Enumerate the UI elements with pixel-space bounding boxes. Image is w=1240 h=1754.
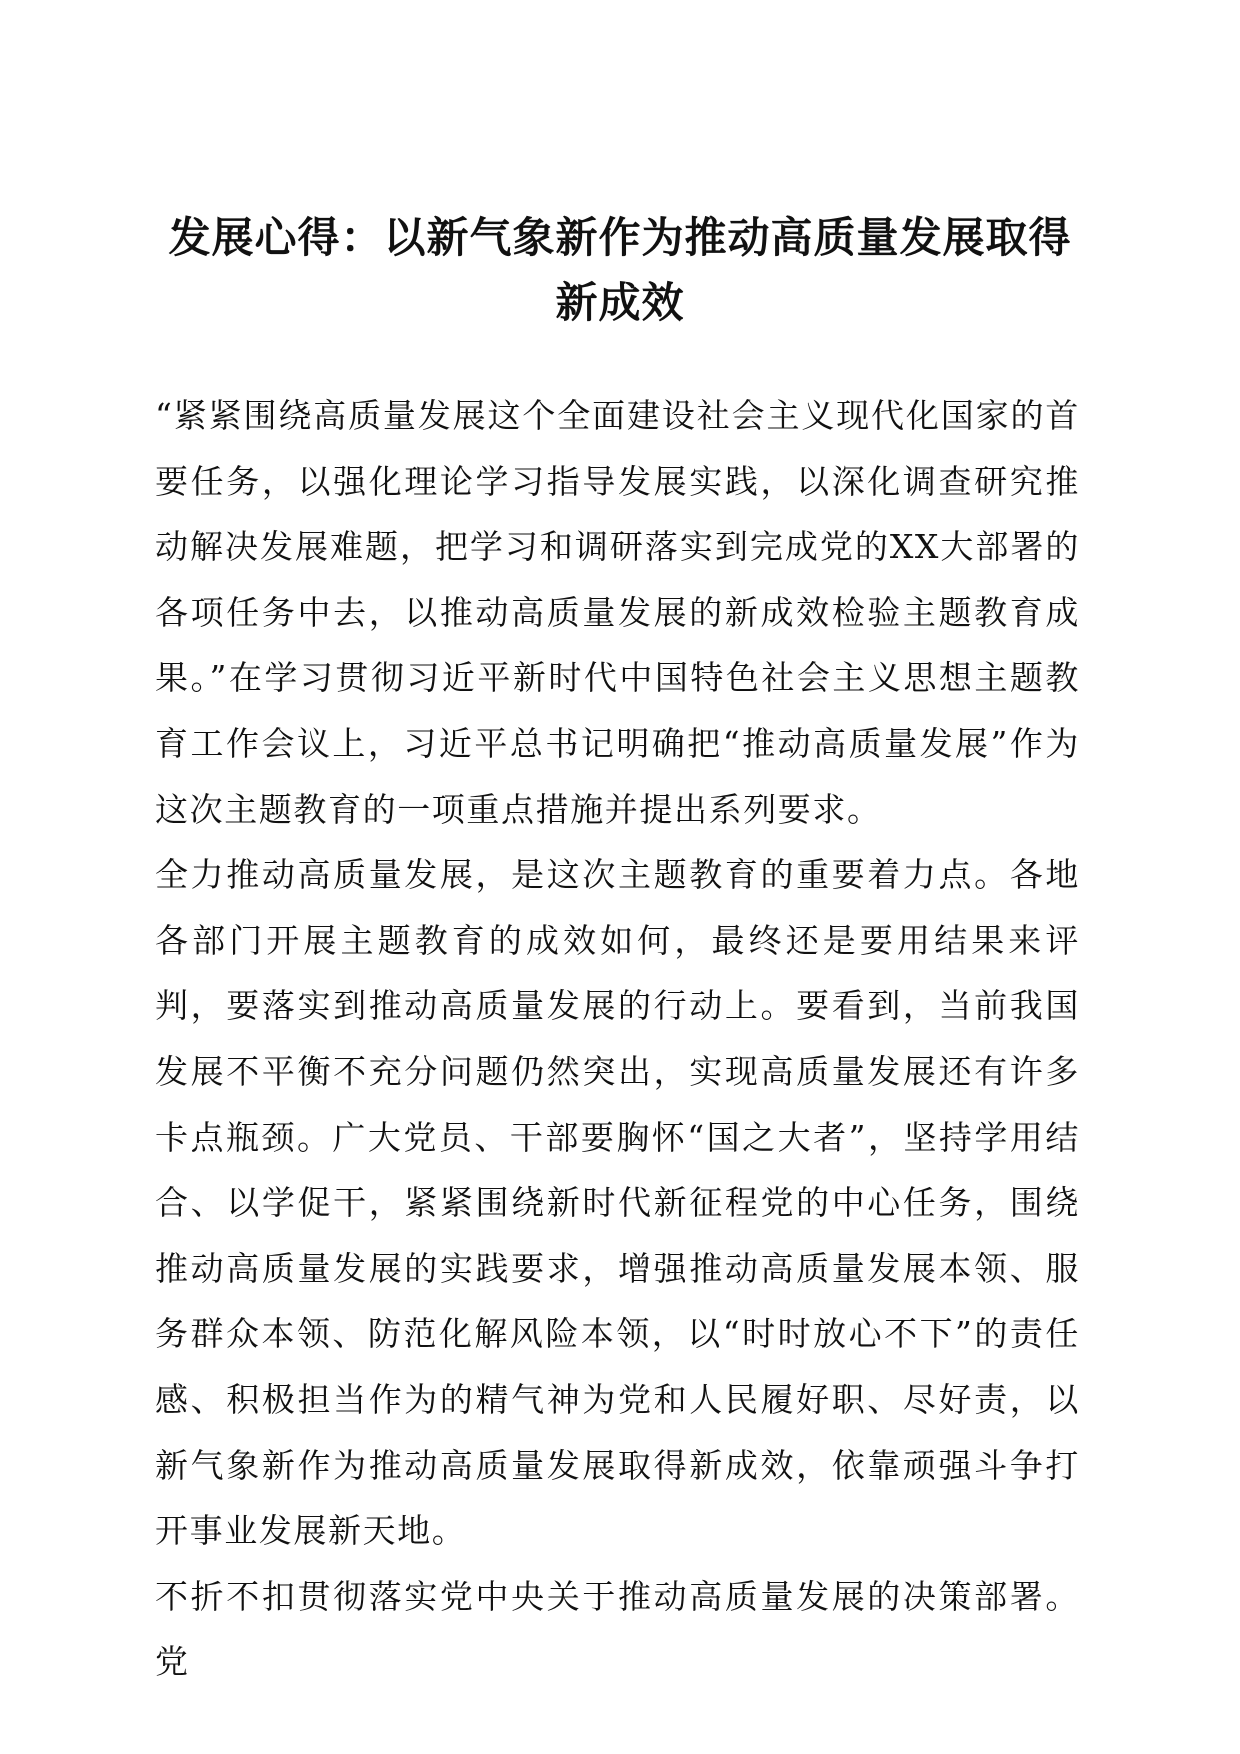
paragraph-3: 不折不扣贯彻落实党中央关于推动高质量发展的决策部署。党 bbox=[155, 1576, 1080, 1682]
document-title: 发展心得：以新气象新作为推动高质量发展取得新成效 bbox=[168, 213, 1072, 327]
paragraph-2: 全力推动高质量发展，是这次主题教育的重要着力点。各地各部门开展主题教育的成效如何，最终还是要用结果来评判，要落实到推动高质量发展的行动上。要看到，当前我国发展不平衡不充分问题仍然突出，实现高质量发展还有许多卡点瓶颈。广大党员、干部要胸怀“国之大者”，坚持学用结合、以学促干，紧紧围绕新时代新征程党的中心任务，围绕推动高质量发展的实践要求，增强推动高质量发展本领、服务群众本领、防范化解风险本领，以“时时放心不下”的责任感、积极担当作为的精气神为党和人民履好职、尽好责，以新气象新作为推动高质量发展取得新成效，依靠顽强斗争打开事业发展新天地。 bbox=[155, 855, 1080, 1551]
document-body bbox=[155, 383, 1080, 1695]
paragraph-1: “紧紧围绕高质量发展这个全面建设社会主义现代化国家的首要任务，以强化理论学习指导发展实践，以深化调查研究推动解决发展难题，把学习和调研落实到完成党的XX大部署的各项任务中去，以推动高质量发展的新成效检验主题教育成果。”在学习贯彻习近平新时代中国特色社会主义思想主题教育工作会议上，习近平总书记明确把“推动高质量发展”作为这次主题教育的一项重点措施并提出系列要求。 bbox=[155, 396, 1080, 829]
